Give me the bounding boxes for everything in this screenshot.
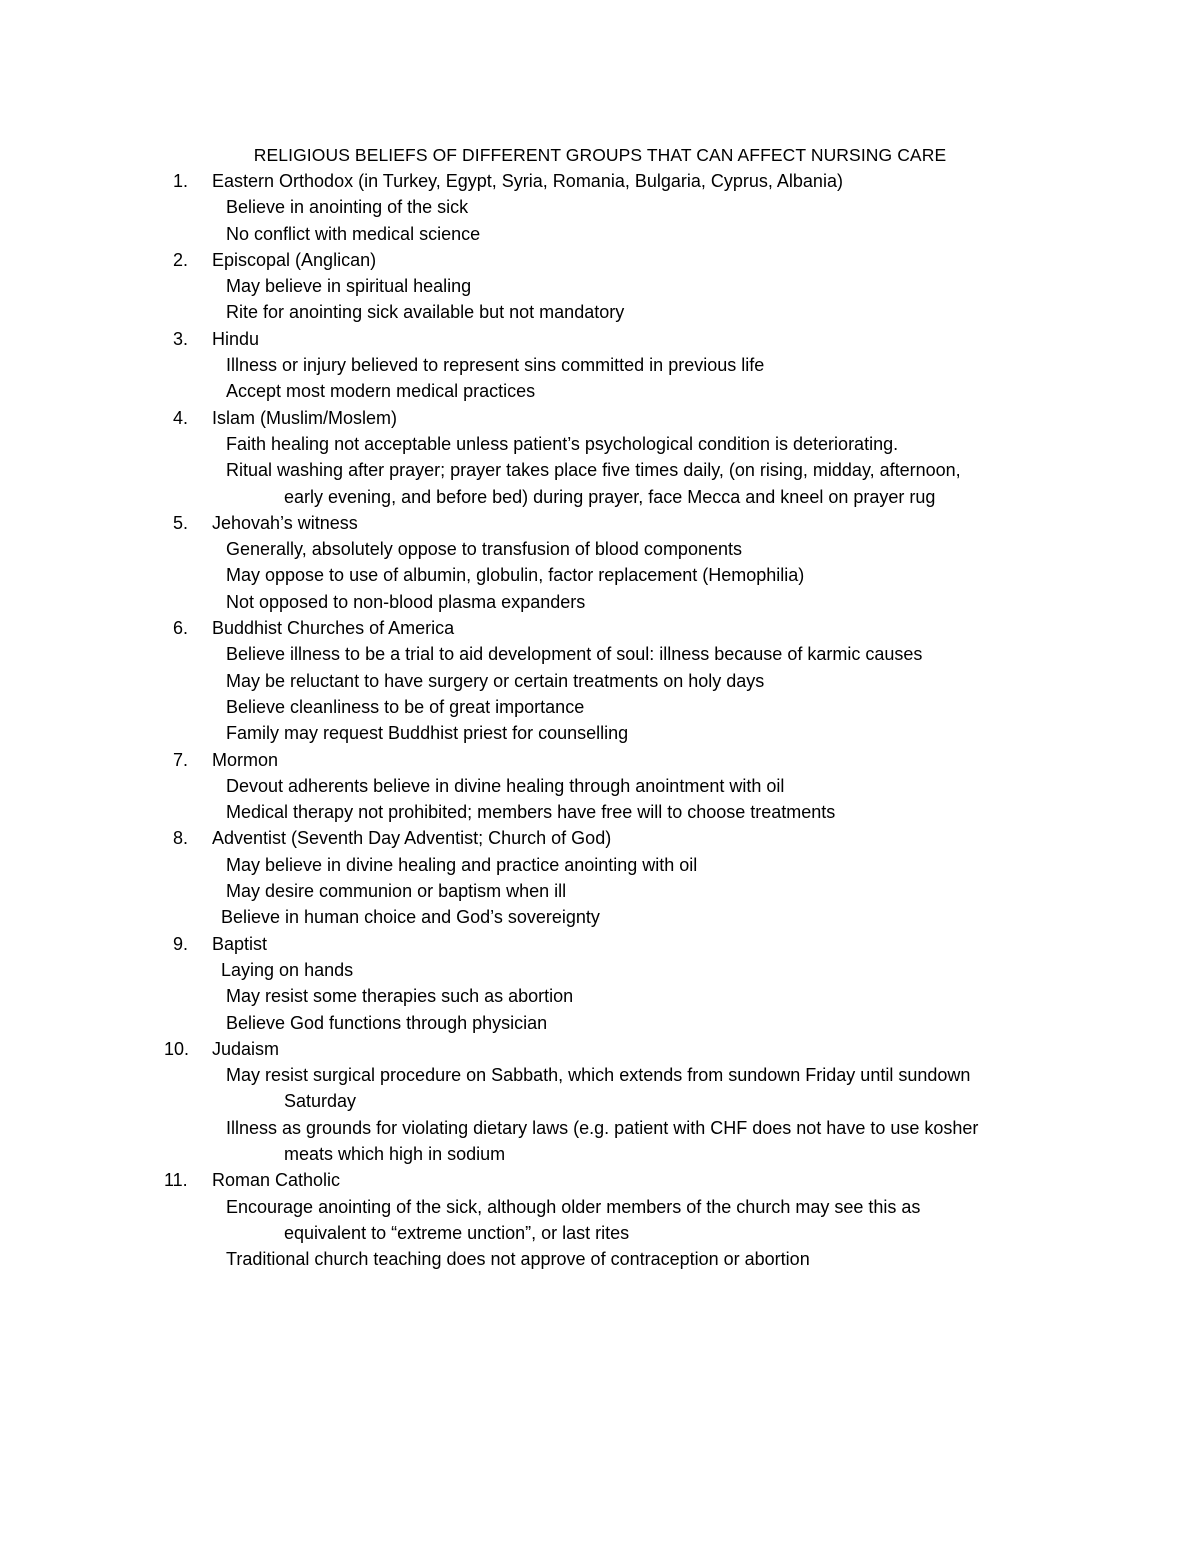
- belief-text: Believe in anointing of the sick: [226, 197, 469, 218]
- belief-text: Medical therapy not prohibited; members have free will to choose treatments: [226, 802, 836, 823]
- belief-text: May be reluctant to have surgery or certain treatments on holy days: [226, 670, 765, 691]
- belief-text: Encourage anointing of the sick, although older members of the church may see this as: [226, 1196, 921, 1217]
- group-heading: [0, 1167, 1200, 1193]
- list-item: [0, 747, 1200, 826]
- belief-line: [0, 720, 1200, 746]
- belief-continuation-text: meats which high in sodium: [284, 1143, 506, 1164]
- group-heading: [0, 615, 1200, 641]
- group-heading: [0, 326, 1200, 352]
- item-number: 7.: [173, 749, 189, 770]
- belief-text: Ritual washing after prayer; prayer takes place five times daily, (on rising, midday, afternoon,: [226, 460, 961, 481]
- belief-line: [0, 983, 1200, 1009]
- list-item: [0, 326, 1200, 405]
- group-name: Mormon: [212, 749, 279, 770]
- group-heading: [0, 747, 1200, 773]
- group-heading: [0, 825, 1200, 851]
- belief-line: [0, 852, 1200, 878]
- belief-text: Family may request Buddhist priest for counselling: [226, 723, 629, 744]
- belief-continuation-text: equivalent to “extreme unction”, or last rites: [284, 1222, 630, 1243]
- group-name: Hindu: [212, 328, 260, 349]
- group-heading: [0, 247, 1200, 273]
- group-name: Jehovah’s witness: [212, 512, 358, 533]
- belief-line: [0, 694, 1200, 720]
- list-item: [0, 1036, 1200, 1167]
- item-number: 5.: [173, 512, 189, 533]
- group-name: Eastern Orthodox (in Turkey, Egypt, Syria, Romania, Bulgaria, Cyprus, Albania): [212, 171, 843, 191]
- belief-text: May resist surgical procedure on Sabbath, which extends from sundown Friday until sundown: [226, 1065, 971, 1086]
- belief-text: May believe in divine healing and practice anointing with oil: [226, 854, 698, 875]
- group-heading: [0, 168, 1200, 194]
- group-heading: [0, 405, 1200, 431]
- belief-text: Generally, absolutely oppose to transfusion of blood components: [226, 539, 742, 560]
- belief-line: [0, 773, 1200, 799]
- belief-text: May believe in spiritual healing: [226, 276, 472, 297]
- belief-text: Devout adherents believe in divine healing through anointment with oil: [226, 775, 785, 796]
- list-item: [0, 510, 1200, 615]
- belief-line: [0, 878, 1200, 904]
- belief-line: [0, 431, 1200, 457]
- list-item: [0, 247, 1200, 326]
- belief-text: Accept most modern medical practices: [226, 381, 536, 402]
- belief-continuation-text: Saturday: [284, 1091, 357, 1112]
- belief-text: No conflict with medical science: [226, 223, 481, 244]
- belief-line: [0, 589, 1200, 615]
- belief-line: [0, 536, 1200, 562]
- item-number: 11.: [164, 1170, 188, 1191]
- belief-text: May oppose to use of albumin, globulin, factor replacement (Hemophilia): [226, 565, 805, 586]
- item-number: 4.: [173, 407, 189, 428]
- group-heading: [0, 931, 1200, 957]
- list-item: [0, 825, 1200, 930]
- group-name: Roman Catholic: [212, 1170, 341, 1191]
- belief-line: [0, 1246, 1200, 1272]
- belief-continuation-line: [0, 484, 1200, 510]
- item-number: 8.: [173, 828, 189, 849]
- belief-line: [0, 194, 1200, 220]
- belief-line: [0, 352, 1200, 378]
- belief-text: May resist some therapies such as abortion: [226, 986, 574, 1007]
- list-item: [0, 931, 1200, 1036]
- group-name: Adventist (Seventh Day Adventist; Church of God): [212, 828, 612, 849]
- belief-text: Illness or injury believed to represent sins committed in previous life: [226, 355, 765, 376]
- belief-continuation-line: [0, 1220, 1200, 1246]
- belief-line: [0, 957, 1200, 983]
- belief-line: [0, 273, 1200, 299]
- belief-continuation-line: [0, 1088, 1200, 1114]
- belief-text: Faith healing not acceptable unless patient’s psychological condition is deteriorating.: [226, 433, 899, 454]
- belief-text: Believe in human choice and God’s sovereignty: [221, 907, 600, 928]
- list-item: [0, 1167, 1200, 1272]
- belief-line: [0, 1062, 1200, 1088]
- belief-line: [0, 641, 1200, 667]
- group-name: Islam (Muslim/Moslem): [212, 407, 398, 428]
- belief-line: [0, 1194, 1200, 1220]
- item-number: 9.: [173, 933, 189, 954]
- belief-line: [0, 562, 1200, 588]
- belief-line: [0, 457, 1200, 483]
- belief-continuation-text: early evening, and before bed) during prayer, face Mecca and kneel on prayer rug: [284, 486, 936, 507]
- belief-line: [0, 799, 1200, 825]
- group-name: Baptist: [212, 933, 268, 954]
- group-name: Judaism: [212, 1038, 280, 1059]
- item-number: 3.: [173, 328, 189, 349]
- group-name: Episcopal (Anglican): [212, 249, 377, 270]
- religion-list: [0, 168, 1200, 1272]
- belief-line: [0, 1010, 1200, 1036]
- belief-text: Believe cleanliness to be of great importance: [226, 696, 585, 717]
- belief-text: Laying on hands: [221, 959, 354, 980]
- belief-line: [0, 299, 1200, 325]
- belief-continuation-line: [0, 1141, 1200, 1167]
- belief-line: [0, 378, 1200, 404]
- group-heading: [0, 510, 1200, 536]
- belief-text: Traditional church teaching does not approve of contraception or abortion: [226, 1249, 810, 1270]
- item-number: 1.: [173, 171, 189, 191]
- belief-line: [0, 1115, 1200, 1141]
- belief-text: Rite for anointing sick available but not mandatory: [226, 302, 625, 323]
- list-item: [0, 168, 1200, 247]
- belief-text: Illness as grounds for violating dietary laws (e.g. patient with CHF does not have to use kosher: [226, 1117, 979, 1138]
- group-heading: [0, 1036, 1200, 1062]
- list-item: [0, 405, 1200, 510]
- page-title: RELIGIOUS BELIEFS OF DIFFERENT GROUPS THAT CAN AFFECT NURSING CARE: [253, 145, 947, 165]
- belief-text: Believe God functions through physician: [226, 1012, 548, 1033]
- belief-line: [0, 221, 1200, 247]
- item-number: 6.: [173, 618, 189, 639]
- belief-text: May desire communion or baptism when ill: [226, 881, 567, 902]
- belief-text: Believe illness to be a trial to aid development of soul: illness because of karmic causes: [226, 644, 923, 665]
- belief-line: [0, 668, 1200, 694]
- belief-line: [0, 904, 1200, 930]
- belief-text: Not opposed to non-blood plasma expanders: [226, 591, 586, 612]
- item-number: 2.: [173, 249, 189, 270]
- group-name: Buddhist Churches of America: [212, 618, 455, 639]
- item-number: 10.: [164, 1038, 190, 1059]
- list-item: [0, 615, 1200, 746]
